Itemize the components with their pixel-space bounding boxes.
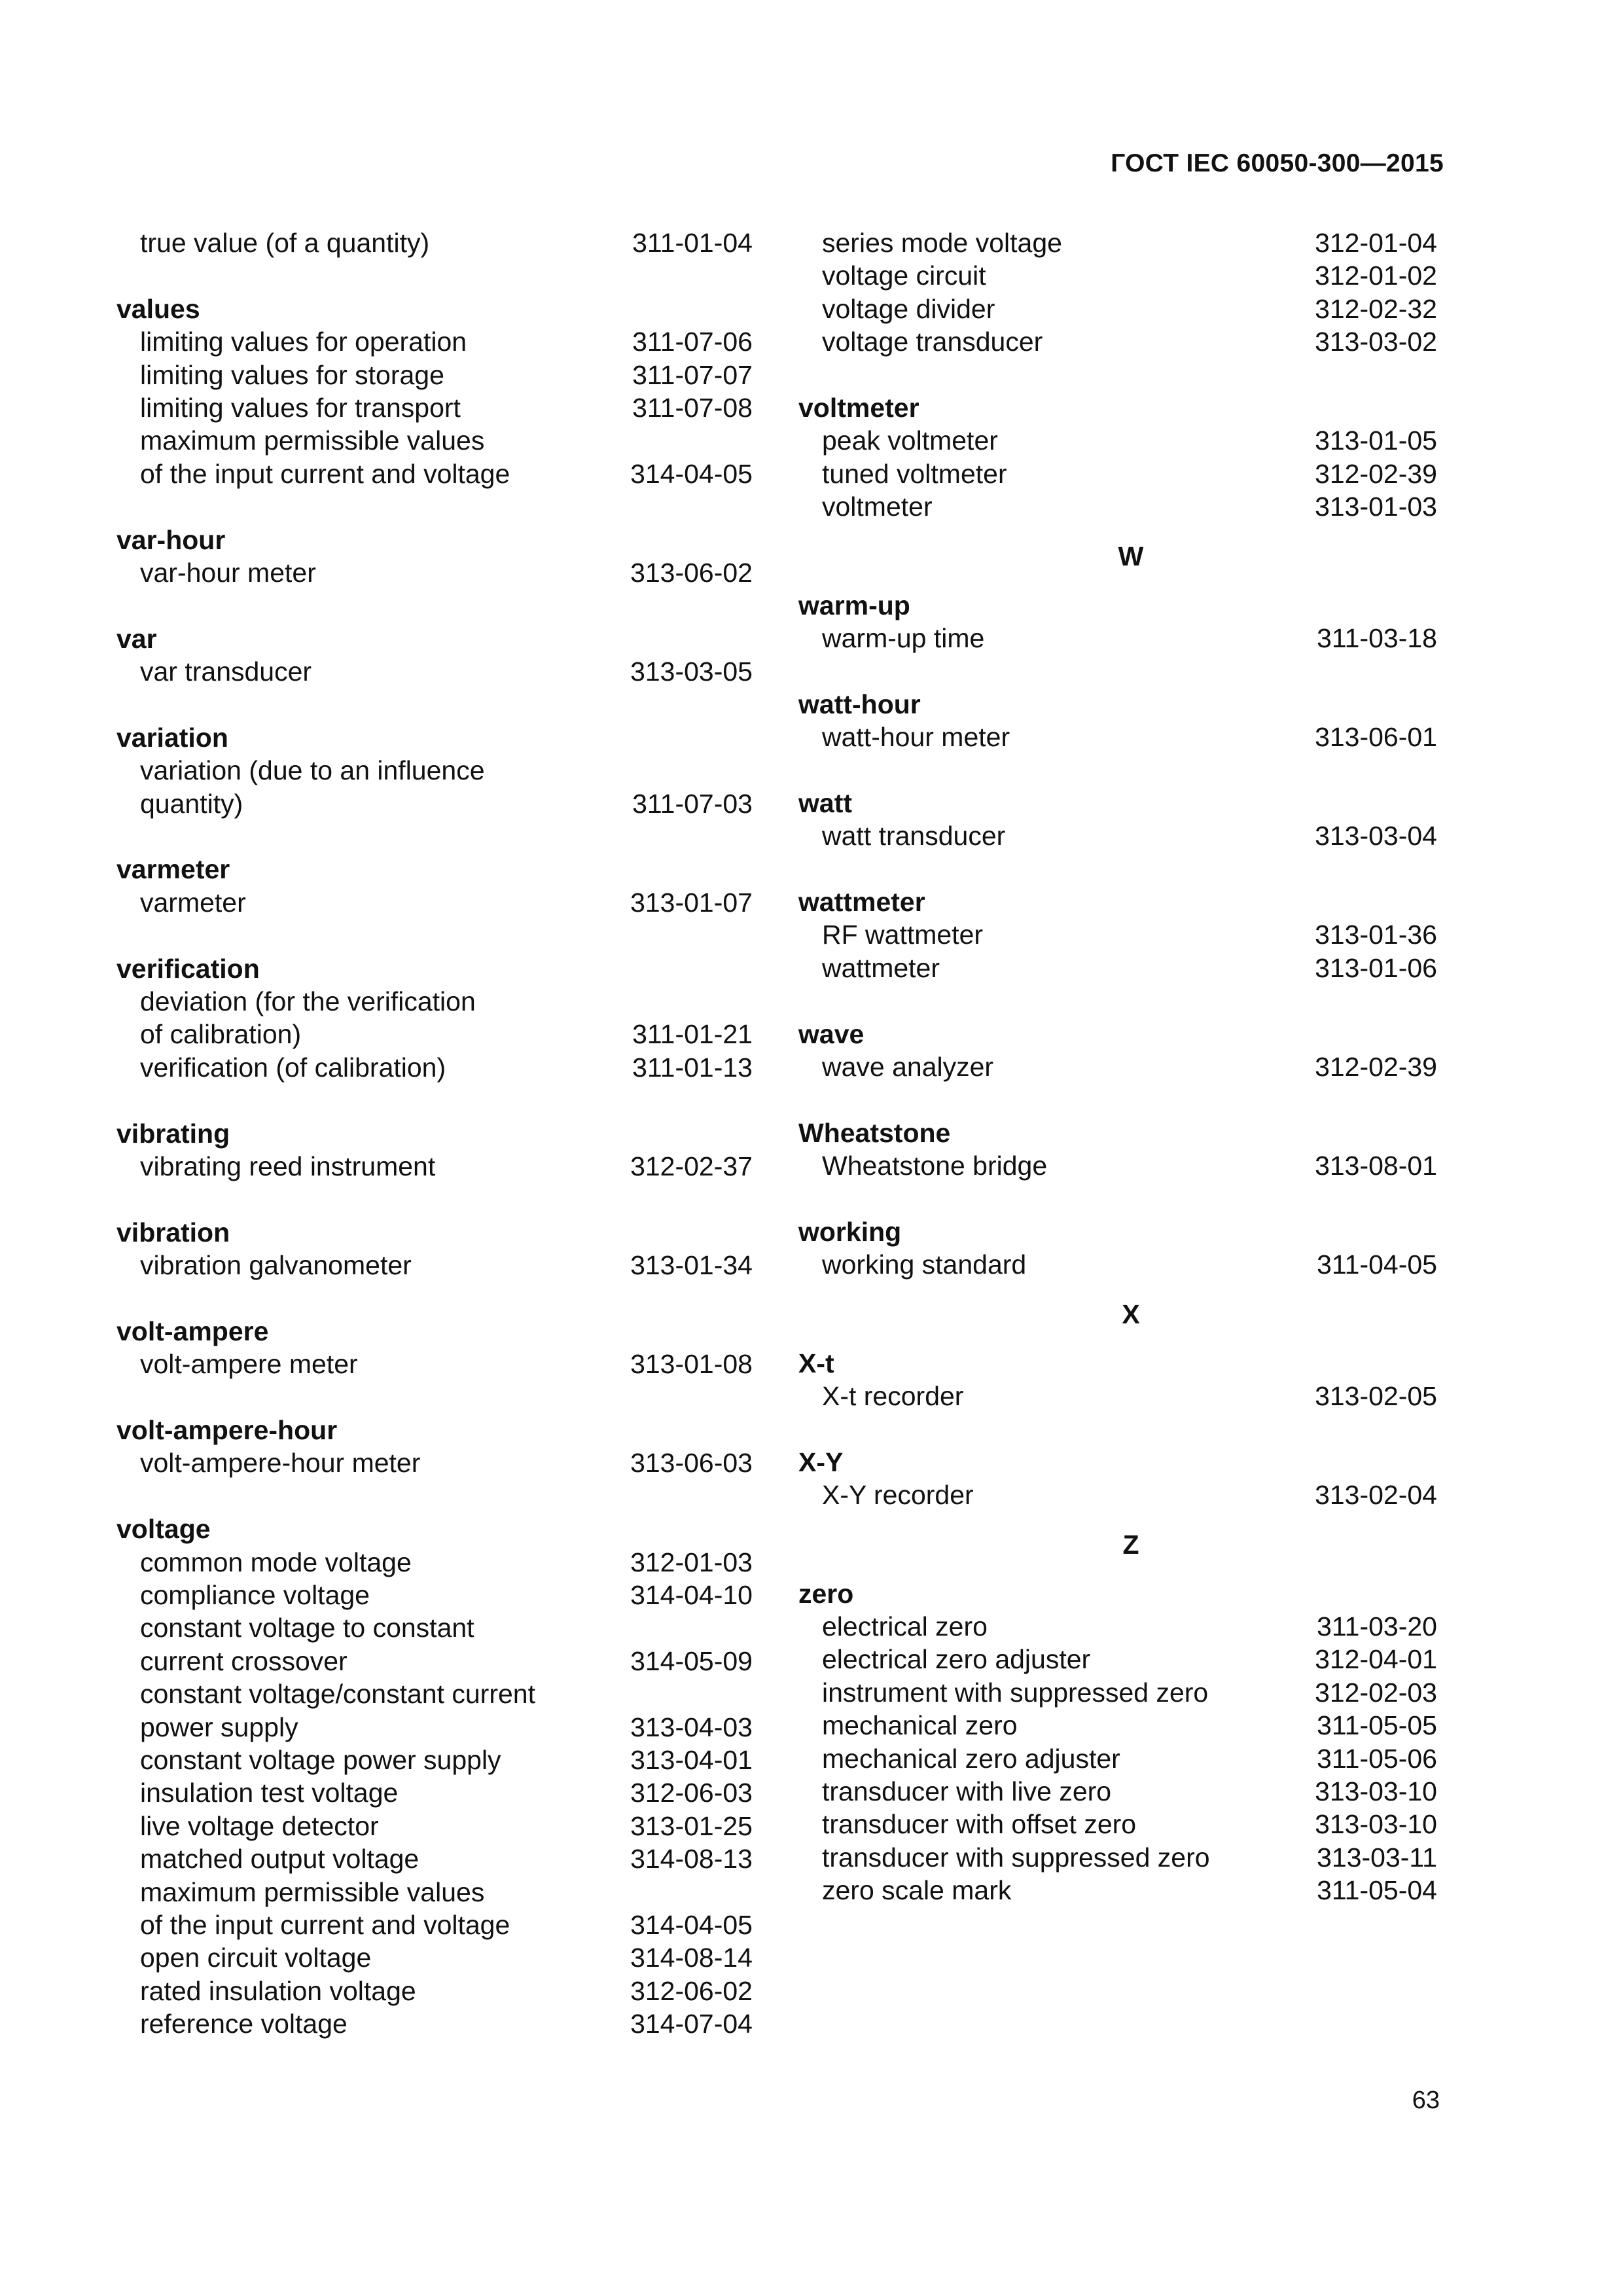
index-heading: varmeter	[116, 854, 230, 885]
index-entry	[116, 1810, 753, 1842]
index-entry	[798, 1874, 1437, 1907]
entry-reference-number: 312-01-02	[1315, 260, 1437, 291]
entry-reference-number: 314-07-04	[630, 2009, 753, 2039]
index-entry	[116, 359, 753, 391]
index-entry	[798, 1709, 1437, 1742]
entry-reference-number: 313-01-05	[1315, 425, 1437, 456]
index-entry	[798, 1676, 1437, 1709]
spacer	[116, 259, 753, 292]
entry-reference-number: 313-06-02	[630, 557, 753, 588]
index-entry	[116, 1744, 753, 1776]
entry-reference-number: 311-01-04	[632, 228, 753, 258]
index-entry	[798, 1841, 1437, 1874]
index-entry	[798, 1610, 1437, 1643]
entry-reference-number: 312-02-03	[1315, 1677, 1437, 1708]
entry-term: series mode voltage	[822, 228, 1062, 258]
entry-term: vibrating reed instrument	[140, 1151, 436, 1181]
entry-term: open circuit voltage	[140, 1943, 372, 1973]
entry-term: of the input current and voltage	[140, 1909, 510, 1940]
spacer	[116, 919, 753, 952]
index-entry	[116, 655, 753, 688]
entry-term: voltage transducer	[822, 327, 1043, 357]
entry-term: X-Y recorder	[822, 1480, 974, 1511]
entry-reference-number: 311-07-06	[632, 327, 753, 357]
spacer	[116, 820, 753, 853]
index-entry	[116, 1249, 753, 1282]
entry-reference-number: 313-03-10	[1315, 1809, 1437, 1840]
entry-reference-number: 312-02-39	[1315, 458, 1437, 489]
index-entry	[798, 1149, 1437, 1182]
index-entry	[116, 1842, 753, 1875]
entry-reference-number: 314-08-14	[630, 1943, 753, 1973]
entry-term: power supply	[140, 1712, 298, 1742]
entry-term: mechanical zero	[822, 1710, 1018, 1741]
entry-reference-number: 313-01-25	[630, 1810, 753, 1841]
index-heading: volt-ampere-hour	[116, 1415, 338, 1446]
index-entry	[798, 1248, 1437, 1281]
entry-term: electrical zero adjuster	[822, 1644, 1091, 1675]
index-heading: voltmeter	[798, 392, 919, 423]
index-heading: var-hour	[116, 524, 226, 555]
entry-reference-number: 313-06-03	[630, 1448, 753, 1479]
spacer	[798, 984, 1437, 1017]
index-heading: watt	[798, 787, 852, 818]
entry-reference-number: 314-04-10	[630, 1580, 753, 1611]
entry-reference-number: 311-05-04	[1317, 1875, 1437, 1906]
index-entry	[116, 424, 753, 457]
entry-reference-number: 311-07-07	[632, 359, 753, 390]
index-entry	[798, 1742, 1437, 1775]
index-entry	[116, 787, 753, 820]
entry-reference-number: 313-02-04	[1315, 1480, 1437, 1511]
index-entry	[116, 226, 753, 259]
entry-reference-number: 314-04-05	[630, 458, 753, 489]
spacer	[116, 1183, 753, 1215]
index-entry	[798, 819, 1437, 852]
index-entry	[798, 721, 1437, 753]
index-entry	[116, 1776, 753, 1809]
entry-term: zero scale mark	[822, 1875, 1012, 1906]
entry-term: current crossover	[140, 1645, 348, 1676]
index-entry	[116, 1941, 753, 1974]
entry-term: electrical zero	[822, 1611, 988, 1642]
entry-term: voltmeter	[822, 492, 933, 522]
index-entry	[798, 457, 1437, 490]
entry-term: insulation test voltage	[140, 1778, 399, 1808]
entry-term: working standard	[822, 1249, 1027, 1280]
entry-term: wave analyzer	[822, 1051, 994, 1082]
index-entry	[116, 391, 753, 424]
entry-reference-number: 313-01-08	[630, 1349, 753, 1380]
entry-term: volt-ampere-hour meter	[140, 1448, 421, 1479]
entry-term: varmeter	[140, 887, 246, 918]
index-heading: variation	[116, 722, 228, 753]
entry-term: volt-ampere meter	[140, 1349, 358, 1380]
index-entry	[798, 1050, 1437, 1083]
entry-term: var transducer	[140, 656, 312, 687]
entry-term: limiting values for storage	[140, 359, 444, 390]
index-entry	[116, 1018, 753, 1050]
index-heading: working	[798, 1216, 902, 1247]
entry-term: mechanical zero adjuster	[822, 1743, 1120, 1774]
entry-term: transducer with live zero	[822, 1776, 1112, 1807]
index-heading: vibration	[116, 1217, 230, 1247]
index-heading: warm-up	[798, 590, 910, 620]
spacer	[116, 1084, 753, 1117]
index-entry	[116, 1909, 753, 1941]
entry-reference-number: 311-07-03	[632, 788, 753, 819]
spacer	[798, 753, 1437, 786]
entry-reference-number: 313-03-02	[1315, 327, 1437, 357]
index-entry	[116, 1150, 753, 1183]
index-entry	[116, 1677, 753, 1710]
entry-reference-number: 311-04-05	[1317, 1249, 1437, 1280]
entry-reference-number: 313-08-01	[1315, 1151, 1437, 1181]
entry-reference-number: 312-06-03	[630, 1778, 753, 1808]
entry-term: vibration galvanometer	[140, 1250, 412, 1281]
entry-term: of calibration)	[140, 1019, 302, 1050]
entry-term: quantity)	[140, 788, 243, 819]
entry-reference-number: 314-08-13	[630, 1844, 753, 1874]
spacer	[116, 589, 753, 622]
entry-term: of the input current and voltage	[140, 458, 510, 489]
entry-reference-number: 312-02-37	[630, 1151, 753, 1181]
entry-reference-number: 314-05-09	[630, 1645, 753, 1676]
entry-term: limiting values for transport	[140, 392, 461, 423]
spacer	[798, 1083, 1437, 1116]
index-entry	[798, 424, 1437, 457]
document-header: ГОСТ IEC 60050-300—2015	[1111, 149, 1444, 177]
section-letter: Z	[1122, 1529, 1139, 1560]
index-heading: wave	[798, 1018, 865, 1049]
entry-term: true value (of a quantity)	[140, 228, 430, 258]
index-entry	[116, 1446, 753, 1479]
index-entry	[798, 1775, 1437, 1808]
index-entry	[116, 1579, 753, 1611]
index-entry	[116, 325, 753, 358]
entry-reference-number: 314-04-05	[630, 1909, 753, 1940]
entry-term: transducer with offset zero	[822, 1809, 1137, 1840]
index-entry	[798, 325, 1437, 358]
index-entry	[116, 1611, 753, 1644]
entry-reference-number: 312-02-32	[1315, 293, 1437, 324]
entry-reference-number: 312-04-01	[1315, 1644, 1437, 1675]
entry-term: peak voltmeter	[822, 425, 998, 456]
entry-term: RF wattmeter	[822, 920, 984, 950]
entry-term: Wheatstone bridge	[822, 1151, 1048, 1181]
index-heading: values	[116, 293, 200, 324]
entry-term: matched output voltage	[140, 1844, 419, 1874]
entry-reference-number: 313-04-01	[630, 1744, 753, 1775]
index-column-right	[798, 226, 1437, 1907]
index-entry	[116, 1876, 753, 1909]
index-heading: watt-hour	[798, 689, 921, 719]
entry-reference-number: 313-03-10	[1315, 1776, 1437, 1807]
spacer	[116, 490, 753, 523]
entry-term: verification (of calibration)	[140, 1052, 446, 1083]
index-entry	[116, 1546, 753, 1579]
entry-term: watt transducer	[822, 821, 1006, 852]
spacer	[798, 359, 1437, 391]
spacer	[116, 1381, 753, 1414]
entry-reference-number: 313-03-05	[630, 656, 753, 687]
index-entry	[798, 622, 1437, 655]
index-entry	[798, 226, 1437, 259]
entry-reference-number: 311-03-18	[1317, 622, 1437, 653]
entry-term: maximum permissible values	[140, 1876, 485, 1907]
index-heading: wattmeter	[798, 887, 925, 918]
index-entry	[116, 754, 753, 787]
spacer	[116, 688, 753, 721]
entry-term: voltage divider	[822, 293, 995, 324]
entry-term: wattmeter	[822, 952, 940, 983]
entry-term: live voltage detector	[140, 1810, 379, 1841]
index-entry	[116, 1051, 753, 1084]
index-entry	[116, 1711, 753, 1744]
entry-term: maximum permissible values	[140, 425, 485, 456]
entry-reference-number: 313-03-11	[1317, 1842, 1437, 1873]
entry-reference-number: 311-05-06	[1317, 1743, 1437, 1774]
entry-reference-number: 313-02-05	[1315, 1381, 1437, 1412]
index-heading: verification	[116, 953, 260, 984]
entry-term: deviation (for the verification	[140, 986, 476, 1016]
entry-reference-number: 312-01-04	[1315, 228, 1437, 258]
index-heading: volt-ampere	[116, 1316, 269, 1346]
index-heading: Wheatstone	[798, 1117, 951, 1148]
entry-term: variation (due to an influence	[140, 755, 485, 786]
entry-term: rated insulation voltage	[140, 1975, 416, 2006]
entry-term: instrument with suppressed zero	[822, 1677, 1209, 1708]
entry-term: X-t recorder	[822, 1381, 964, 1412]
spacer	[116, 1480, 753, 1513]
entry-term: transducer with suppressed zero	[822, 1842, 1210, 1873]
spacer	[798, 655, 1437, 687]
index-entry	[798, 293, 1437, 325]
index-entry	[116, 457, 753, 490]
spacer	[798, 1413, 1437, 1446]
index-entry	[798, 1808, 1437, 1840]
index-entry	[116, 2007, 753, 2040]
entry-reference-number: 311-01-13	[632, 1052, 753, 1083]
index-entry	[798, 1479, 1437, 1511]
index-entry	[798, 918, 1437, 951]
entry-reference-number: 313-01-03	[1315, 492, 1437, 522]
index-entry	[116, 886, 753, 919]
entry-term: constant voltage to constant	[140, 1613, 474, 1643]
entry-term: voltage circuit	[822, 260, 986, 291]
index-entry	[116, 1348, 753, 1380]
index-column-left	[116, 226, 753, 2040]
entry-reference-number: 313-06-01	[1315, 722, 1437, 753]
entry-reference-number: 311-03-20	[1317, 1611, 1437, 1642]
index-heading: voltage	[116, 1514, 211, 1545]
entry-reference-number: 312-06-02	[630, 1975, 753, 2006]
index-entry	[798, 259, 1437, 292]
index-heading: X-Y	[798, 1446, 844, 1477]
spacer	[798, 1183, 1437, 1215]
entry-reference-number: 313-01-34	[630, 1250, 753, 1281]
index-entry	[798, 490, 1437, 523]
entry-term: watt-hour meter	[822, 722, 1010, 753]
entry-reference-number: 313-03-04	[1315, 821, 1437, 852]
entry-term: tuned voltmeter	[822, 458, 1007, 489]
entry-reference-number: 311-07-08	[632, 392, 753, 423]
entry-term: common mode voltage	[140, 1547, 412, 1577]
index-entry	[798, 952, 1437, 984]
index-entry	[798, 1643, 1437, 1676]
index-heading: var	[116, 623, 157, 654]
index-heading: zero	[798, 1578, 854, 1609]
entry-term: var-hour meter	[140, 557, 316, 588]
spacer	[798, 853, 1437, 886]
index-entry	[116, 985, 753, 1018]
index-entry	[116, 1975, 753, 2007]
entry-term: reference voltage	[140, 2009, 348, 2039]
entry-reference-number: 312-01-03	[630, 1547, 753, 1577]
entry-term: warm-up time	[822, 622, 985, 653]
index-entry	[116, 556, 753, 589]
spacer	[116, 1282, 753, 1315]
entry-reference-number: 313-01-07	[630, 887, 753, 918]
index-entry	[798, 1380, 1437, 1412]
entry-term: constant voltage/constant current	[140, 1679, 535, 1710]
page-number: 63	[1412, 2087, 1440, 2114]
entry-reference-number: 312-02-39	[1315, 1051, 1437, 1082]
entry-reference-number: 311-01-21	[632, 1019, 753, 1050]
entry-term: limiting values for operation	[140, 327, 467, 357]
entry-reference-number: 313-01-06	[1315, 952, 1437, 983]
entry-reference-number: 313-04-03	[630, 1712, 753, 1742]
entry-term: constant voltage power supply	[140, 1744, 501, 1775]
section-letter: W	[1118, 541, 1144, 571]
index-entry	[116, 1645, 753, 1677]
index-heading: X-t	[798, 1348, 834, 1378]
index-heading: vibrating	[116, 1118, 230, 1149]
entry-reference-number: 311-05-05	[1317, 1710, 1437, 1741]
entry-term: compliance voltage	[140, 1580, 370, 1611]
section-letter: X	[1122, 1299, 1140, 1329]
entry-reference-number: 313-01-36	[1315, 920, 1437, 950]
